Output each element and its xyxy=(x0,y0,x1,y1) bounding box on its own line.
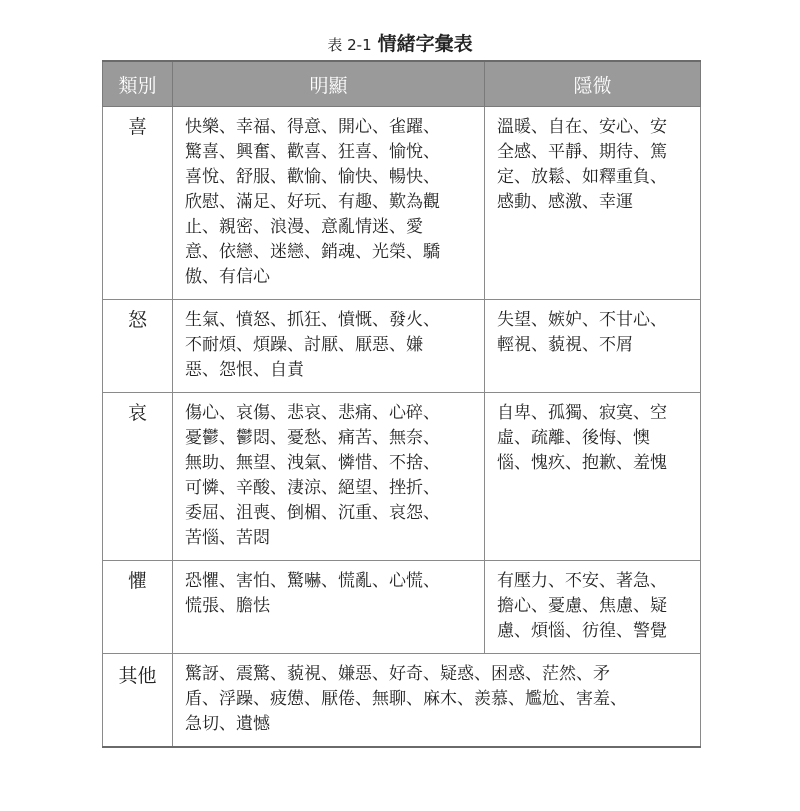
explicit-line: 驚喜、興奮、歡喜、狂喜、愉悅、 xyxy=(185,142,440,162)
subtle-cell xyxy=(485,107,701,300)
explicit-line: 止、親密、浪漫、意亂情迷、愛 xyxy=(185,217,423,237)
table-row xyxy=(103,300,701,393)
subtle-line: 輕視、藐視、不屑 xyxy=(497,335,633,355)
other-line: 急切、遺憾 xyxy=(185,714,270,734)
explicit-line: 意、依戀、迷戀、銷魂、光榮、驕 xyxy=(185,242,440,262)
header-subtle: 隱微 xyxy=(485,61,701,107)
category-cell: 懼 xyxy=(103,561,173,654)
explicit-line: 生氣、憤怒、抓狂、憤慨、發火、 xyxy=(185,310,440,330)
subtle-line: 失望、嫉妒、不甘心、 xyxy=(497,310,667,330)
subtle-line: 虛、疏離、後悔、懊 xyxy=(497,428,650,448)
header-explicit: 明顯 xyxy=(173,61,485,107)
explicit-line: 憂鬱、鬱悶、憂愁、痛苦、無奈、 xyxy=(185,428,440,448)
subtle-line: 有壓力、不安、著急、 xyxy=(497,571,667,591)
other-cell xyxy=(173,654,701,748)
other-line: 盾、浮躁、疲憊、厭倦、無聊、麻木、羨慕、尷尬、害羞、 xyxy=(185,689,627,709)
category-cell: 其他 xyxy=(103,654,173,748)
subtle-line: 慮、煩惱、彷徨、警覺 xyxy=(497,621,667,641)
table-title: 情緒字彙表 xyxy=(377,33,473,55)
category-cell: 喜 xyxy=(103,107,173,300)
explicit-line: 恐懼、害怕、驚嚇、慌亂、心慌、 xyxy=(185,571,440,591)
explicit-line: 無助、無望、洩氣、憐惜、不捨、 xyxy=(185,453,440,473)
explicit-line: 喜悅、舒服、歡愉、愉快、暢快、 xyxy=(185,167,440,187)
table-row-other xyxy=(103,654,701,748)
explicit-line: 快樂、幸福、得意、開心、雀躍、 xyxy=(185,117,440,137)
table-row xyxy=(103,107,701,300)
table-number: 表 2-1 xyxy=(327,36,372,54)
subtle-cell xyxy=(485,561,701,654)
table-caption xyxy=(0,31,800,58)
subtle-line: 定、放鬆、如釋重負、 xyxy=(497,167,667,187)
other-line: 驚訝、震驚、藐視、嫌惡、好奇、疑惑、困惑、茫然、矛 xyxy=(185,664,610,684)
explicit-line: 傷心、哀傷、悲哀、悲痛、心碎、 xyxy=(185,403,440,423)
table-row xyxy=(103,393,701,561)
explicit-cell xyxy=(173,300,485,393)
explicit-cell xyxy=(173,561,485,654)
explicit-line: 傲、有信心 xyxy=(185,267,270,287)
header-category: 類別 xyxy=(103,61,173,107)
subtle-line: 感動、感激、幸運 xyxy=(497,192,633,212)
explicit-line: 委屈、沮喪、倒楣、沉重、哀怨、 xyxy=(185,503,440,523)
subtle-cell xyxy=(485,393,701,561)
subtle-line: 溫暖、自在、安心、安 xyxy=(497,117,667,137)
category-cell: 哀 xyxy=(103,393,173,561)
emotion-vocabulary-table xyxy=(102,60,701,748)
explicit-cell xyxy=(173,393,485,561)
category-cell: 怒 xyxy=(103,300,173,393)
subtle-line: 全感、平靜、期待、篤 xyxy=(497,142,667,162)
subtle-line: 自卑、孤獨、寂寞、空 xyxy=(497,403,667,423)
explicit-line: 慌張、膽怯 xyxy=(185,596,270,616)
explicit-line: 可憐、辛酸、淒涼、絕望、挫折、 xyxy=(185,478,440,498)
explicit-cell xyxy=(173,107,485,300)
header-row xyxy=(103,61,701,107)
subtle-line: 惱、愧疚、抱歉、羞愧 xyxy=(497,453,667,473)
explicit-line: 惡、怨恨、自責 xyxy=(185,360,304,380)
table-row xyxy=(103,561,701,654)
subtle-cell xyxy=(485,300,701,393)
explicit-line: 不耐煩、煩躁、討厭、厭惡、嫌 xyxy=(185,335,423,355)
explicit-line: 苦惱、苦悶 xyxy=(185,528,270,548)
subtle-line: 擔心、憂慮、焦慮、疑 xyxy=(497,596,667,616)
explicit-line: 欣慰、滿足、好玩、有趣、歎為觀 xyxy=(185,192,440,212)
